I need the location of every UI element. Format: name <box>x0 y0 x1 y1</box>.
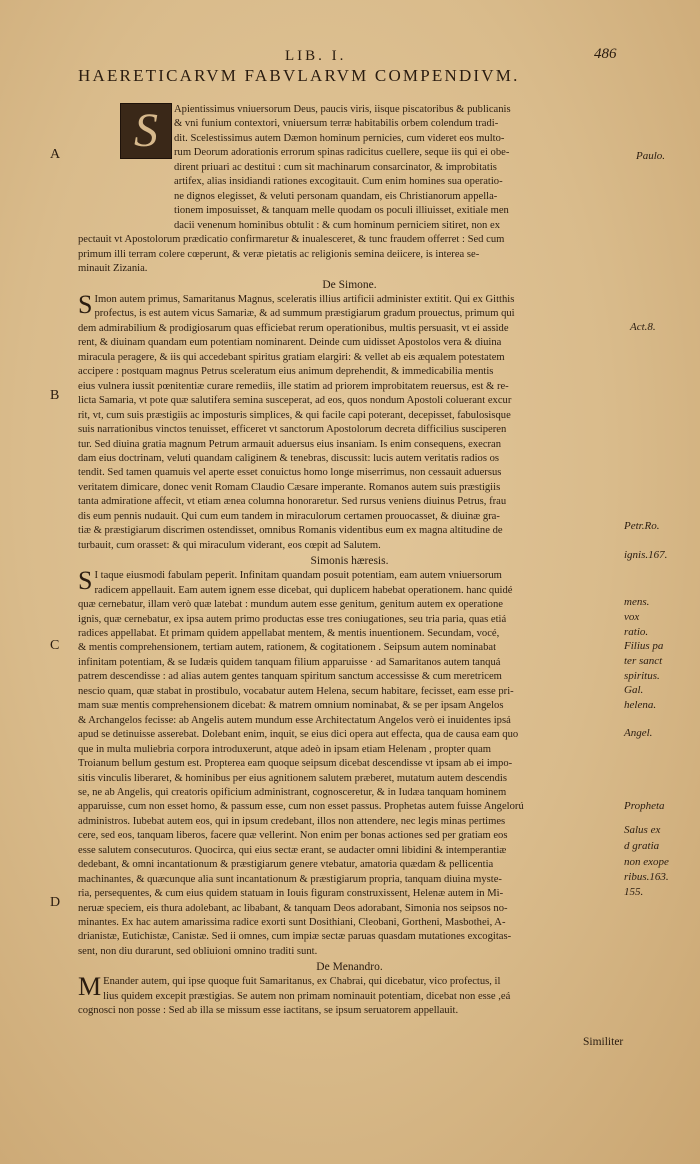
margin-note: helena. <box>624 699 657 711</box>
paragraph-body <box>78 103 621 276</box>
text-line: drianistæ, Eutichistæ, Canistæ. Sed ii omnes, cum impiæ sectæ paruas quasdam mutationes excogitas- <box>78 931 512 943</box>
paragraph-initial: S <box>78 290 93 319</box>
text-line: lius quidem excepit præstigias. Se autem non primam nominauit potentiam, dicebat non esse ,eá <box>103 990 511 1002</box>
paragraph-body <box>78 290 621 553</box>
running-head-book: LIB. I. <box>285 48 347 64</box>
margin-note: spiritus. <box>624 670 660 682</box>
text-line: que in multa muliebria corpora introduxerunt, atque adeò in ipsam etiam Helenam , propter quam <box>78 743 492 755</box>
text-line: dem admirabilium & prodigiosarum quas efficiebat rerum operationibus, multis persuasit, vt ei asside <box>78 322 509 334</box>
text-line: neruæ speciem, eis thura adolebant, ac libabant, & tanquam Deos adorabant, Simonia nos seipsos no- <box>78 902 508 914</box>
text-line: radices appellabat. Et primam quidem appellabat mentem, & mentis inuentionem. Secundam, vocé, <box>78 627 500 639</box>
text-line: cognosci non posse : Sed ab illa se missum esse iactitans, se ipsum seruatorem appellauit. <box>78 1005 459 1017</box>
margin-note: mens. <box>624 596 650 608</box>
text-line: & vni funium contextori, vniuersum terræ habitabilis orbem colendum tradi- <box>174 118 499 130</box>
text-line: eius vulnera iussit pœnitentiæ curare remediis, ille statim ad priorem improbitatem reuersus, est & re- <box>78 380 509 392</box>
text-line: nescio quam, quæ stabat in prostibulo, vocabatur autem Helena, secum habitare, fecisset, eam esse pri- <box>78 685 514 697</box>
text-line: dam eius doctrinam, veluti quandam caliginem & tenebras, discussit: lucis autem veritatis radios os <box>78 452 500 464</box>
heading-simonis-haeresis: Simonis hæresis. <box>310 555 389 568</box>
paragraph-body <box>78 566 621 959</box>
text-line: dirent priuari ac destitui : cum sit machinarum consarcinator, & improbitatis <box>174 161 497 173</box>
text-line: dedebant, & omni incantationum & præstigiarum genere vtebatur, amatoria quædam & pellicentia <box>78 859 494 871</box>
page-title: HAERETICARVM FABVLARVM COMPENDIVM. <box>78 66 520 85</box>
text-line: tur. Sed diuina gratia magnum Petrum armauit aduersus eius insaniam. Is enim consequens, execran <box>78 438 502 450</box>
margin-note: Petr.Ro. <box>624 520 660 532</box>
text-line: infinitam potentiam, & se Iudæis quidem tanquam filium apparuisse · ad Samaritanos autem tanquá <box>78 656 501 668</box>
margin-note: 155. <box>624 886 644 898</box>
text-line: Apientissimus vniuersorum Deus, paucis viris, iisque piscatoribus & publicanis <box>174 104 511 115</box>
paragraph-initial: M <box>78 972 102 1002</box>
page-number: 486 <box>594 46 617 62</box>
text-line: mam suæ mentis comprehensionem dicebat: & matrem omnium nominabat, & se per ipsam Angelos <box>78 700 504 712</box>
margin-note: ratio. <box>624 626 649 638</box>
text-line: ria, persequentes, & cum eius quidem statuam in Iouis figuram construxissent, Helenæ autem in Mi- <box>78 888 504 900</box>
text-line: tiæ & præstigiarum discrimen ostendisset, omnibus Romanis videntibus eum ex magna altitudine de <box>78 525 503 537</box>
margin-note: Gal. <box>624 684 644 696</box>
margin-note: d gratia <box>624 840 660 852</box>
margin-note: non exope <box>624 856 669 868</box>
text-line: Enander autem, qui ipse quoque fuit Samaritanus, ex Chabrai, qui dicebatur, vico profectus, il <box>103 976 501 988</box>
text-line: & mentis comprehensionem, tertiam autem, rationem, & cogitationem . Seipsum autem nominabat <box>78 642 497 654</box>
heading-de-simone: De Simone. <box>322 279 377 291</box>
text-line: esse salutem consecuturos. Quocirca, qui eius sectæ erant, se audacter omni libidini & intemperantiæ <box>78 844 507 856</box>
margin-note: Filius pa <box>624 640 664 652</box>
margin-note: Angel. <box>624 727 653 739</box>
text-line: cere, sed eos, tanquam liberos, facere quæ vellerint. Non enim per bonas actiones sed per gratiam eos <box>78 830 508 842</box>
text-line: machinantes, & quæcunque alia sunt incantationum & præstigiarum propria, tanquam diuina myste- <box>78 873 502 885</box>
text-line: sitis vinculis liberaret, & hominibus per eius agnitionem salutem præberet, mutatum autem descendis <box>78 772 507 784</box>
text-line: I taque eiusmodi fabulam peperit. Infinitam quandam posuit potentiam, eam autem vniuersorum <box>94 570 502 582</box>
text-line: primum illi terram colere cœperunt, & veræ pietatis ac religionis semina deiicere, is interea se- <box>78 248 480 260</box>
margin-note: ter sanct <box>624 655 663 667</box>
text-line: artifex, alias insidiandi rationes excogitauit. Cum enim homines sua operatio- <box>174 176 503 188</box>
margin-letter-a: A <box>50 147 61 162</box>
margin-letter-c: C <box>50 638 60 653</box>
text-line: miracula peragere, & iis qui accedebant spiritus gratiam elargiri: & vellet ab eis æqualem potestatem <box>78 351 505 363</box>
text-line: quæ cernebatur, illam verò quæ latebat : mundum autem esse genitum, genitum autem ex operatione <box>78 599 503 611</box>
margin-letter-b: B <box>50 388 60 403</box>
paragraph-body <box>78 972 621 1018</box>
text-line: dit. Scelestissimus autem Dæmon hominum pernicies, cum videret eos multo- <box>174 132 505 144</box>
text-line: licta Samaria, vt pote quæ salutifera semina susceperat, ad eos, quos nondum Apostoli coluerant excur <box>78 395 512 407</box>
text-line: & Archangelos fecisse: ab Angelis autem mundum esse Architectatum Angelos verò ei inuidentes ipsá <box>78 714 511 726</box>
heading-de-menandro: De Menandro. <box>316 961 383 974</box>
margin-note: vox <box>624 611 640 623</box>
text-line: minauit Zizania. <box>78 262 148 274</box>
text-line: tendit. Sed tamen quamuis vel aperte esset conuictus homo longe miserrimus, non cessauit aduersus <box>78 467 502 479</box>
margin-letter-d: D <box>50 895 61 910</box>
text-line: sent, non diu durarunt, sed obliuioni omnino traditi sunt. <box>78 945 318 957</box>
margin-note: Propheta <box>624 800 665 812</box>
text-line: ignis, quæ cernebatur, ex ipsa autem primo productas esse tres coniugationes, seu tria paria, quas etiá <box>78 613 507 625</box>
text-line: tanta admiratione affecit, vt etiam ænea columna honoraretur. Sed rursus veniens diuinus Petrus, frau <box>78 496 507 508</box>
text-line: profectus, is est autem vicus Samariæ, & ad summum præstigiarum gradum prouectus, primum qui <box>94 308 515 320</box>
margin-note: ribus.163. <box>624 871 669 883</box>
text-line: suis narrationibus vinctos tenuisset, efficeret vt sanctorum Apostolorum decreta difficilius susciperen <box>78 424 507 436</box>
catchword: Similiter <box>583 1036 624 1048</box>
margin-note: Salus ex <box>624 824 661 836</box>
decorated-initial-letter: S <box>134 104 158 157</box>
text-line: ne dignos elegisset, & veluti personam quandam, eis Christianorum appella- <box>174 190 498 202</box>
text-line: apparuisse, cum non esset homo, & passum esse, cum non esset passus. Prophetas autem fuisse Angelorú <box>78 801 524 813</box>
text-line: turbauit, cum orasset: & qui miraculum viderant, eos cœpit ad Salutem. <box>78 539 381 551</box>
intro-paragraph <box>78 103 621 276</box>
text-line: dis eum pennis nudauit. Qui cum eum tandem in miraculorum certamen prouocasset, & diuinæ gra- <box>78 510 500 522</box>
text-line: dacii venenum hominibus obtulit : & cum hominum perniciem sitiret, non ex <box>174 219 501 231</box>
text-line: pectauit vt Apostolorum prædicatio confirmaretur & inualesceret, & tunc fraudem offerret : Sed cum <box>78 234 505 246</box>
text-line: rum Deorum adorationis errorum spinas radicitus cuellere, seque iis qui ei obe- <box>174 147 510 159</box>
text-line: veritatem dimicare, donec venit Romam Claudio Cæsare imperante. Romanos autem suis præstigiis <box>78 481 501 493</box>
text-line: rit, vt, cum suis præstigiis ac imposturis simplices, & qui facile capi poterant, decepisset, fabulosisque <box>78 409 511 421</box>
text-line: patrem descendisse : ad alias autem gentes tanquam spiritum sanctum accessisse & cum meretricem <box>78 671 502 683</box>
text-line: accipere : postquam magnus Petrus sceleratum eius animum deprehendit, & immedicabilia mentis <box>78 366 494 378</box>
paragraph-initial: S <box>78 566 93 596</box>
text-line: Imon autem primus, Samaritanus Magnus, sceleratis illius artificii administer extitit. Qui ex Gitthis <box>94 294 515 305</box>
text-line: administros. Iubebat autem eos, qui in ipsum credebant, illos non attendere, nec legis minas pertimes <box>78 815 506 827</box>
margin-note: Paulo. <box>636 150 666 162</box>
text-line: apud se detinuisse asserebat. Dolebant enim, inquit, se eius dici opera aut effecta, qua de causa eam quo <box>78 729 519 741</box>
text-line: Troianum bellum gestum est. Propterea eam quoque seipsum dicebat descendisse vt ipsam ab ei impo- <box>78 758 513 770</box>
text-line: se, ne ab Angelis, qui creatoris opificium administrant, cognosceretur, & in Iudæa tanquam hominem <box>78 786 507 798</box>
margin-note: ignis.167. <box>624 549 668 561</box>
section-simone <box>78 277 621 1019</box>
text-line: rent, & diuinam quandam eum potentiam nominarent. Deinde cum uidisset Apostolos vera & diuina <box>78 337 502 349</box>
margin-note: Act.8. <box>630 321 656 333</box>
text-line: minantes. Ex hac autem amarissima radice exorti sunt Dosithiani, Cleobani, Gortheni, Masbothei, A- <box>78 917 506 929</box>
text-line: radicem appellauit. Eam autem ignem esse dicebat, qui duplicem habebat operationem. hanc quidé <box>94 584 513 596</box>
text-line: tionem imposuisset, & tanquam melle quodam os poculi illiuisset, exitiale men <box>174 205 509 217</box>
